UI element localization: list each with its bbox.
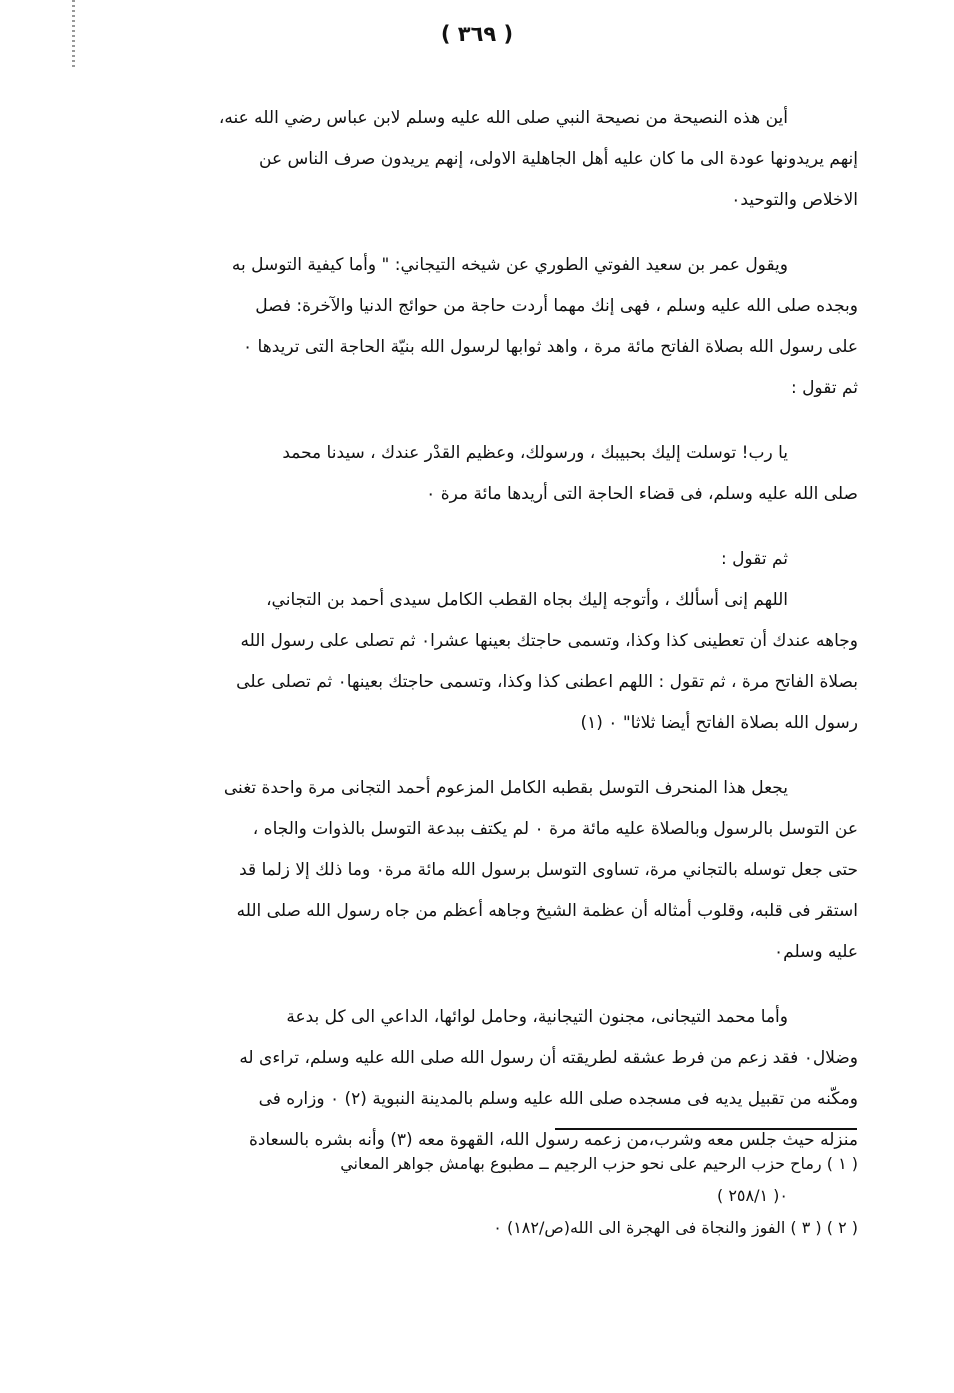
text-line: صلى الله عليه وسلم، فى قضاء الحاجة التى أريدها مائة مرة ٠ xyxy=(426,484,858,504)
paragraph-5 xyxy=(190,580,858,744)
text-line: على رسول الله بصلاة الفاتح مائة مرة ، واهد ثوابها لرسول الله بنيّة الحاجة التى تريدها ٠ xyxy=(243,337,858,357)
paragraph-3 xyxy=(190,433,858,515)
text-line: وأما محمد التيجانى، مجنون التيجانية، وحامل لوائها، الداعي الى كل بدعة xyxy=(286,1007,788,1027)
text-line: عن التوسل بالرسول وبالصلاة عليه مائة مرة ٠ لم يكتف ببدعة التوسل بالذوات والجاه ، xyxy=(252,819,858,839)
paragraph-7 xyxy=(190,997,858,1161)
text-line: الاخلاص والتوحيد٠ xyxy=(731,190,858,210)
text-line: وجاهه عندك أن تعطينى كذا وكذا، وتسمى حاجتك بعينها عشرا٠ ثم تصلى على رسول الله xyxy=(240,631,858,651)
text-line: وضلال٠ فقد زعم من فرط عشقه لطريقته أن رسول الله صلى الله عليه وسلم، تراءى له xyxy=(239,1048,858,1068)
text-line: يجعل هذا المنحرف التوسل بقطبه الكامل المزعوم أحمد التجانى مرة واحدة تغنى xyxy=(223,778,788,798)
text-line: بصلاة الفاتح مرة ، ثم تقول : اللهم اعطنى كذا وكذا، وتسمى حاجتك بعينها٠ ثم تصلى على xyxy=(236,672,858,692)
text-line: اللهم إنى أسألك ، وأتوجه إليك بجاه القطب الكامل سيدى أحمد بن التجاني، xyxy=(266,590,788,610)
text-line: ويقول عمر بن سعيد الفوتي الطوري عن شيخه التيجاني: " وأما كيفية التوسل به xyxy=(231,255,788,275)
text-line: ثم تقول : xyxy=(790,378,858,398)
footnote-separator xyxy=(555,1128,857,1130)
page-body xyxy=(190,98,858,1185)
paragraph-4 xyxy=(190,539,858,580)
text-line: استقر فى قلبه، وقلوب أمثاله أن عظمة الشيخ وجاهه أعظم من جاه رسول الله صلى الله xyxy=(236,901,858,921)
footnotes xyxy=(210,1148,858,1244)
text-line: أين هذه النصيحة من نصيحة النبي صلى الله عليه وسلم لابن عباس رضي الله عنه، xyxy=(218,108,788,128)
paragraph-6 xyxy=(190,768,858,973)
text-line: ومكّنه من تقبيل يديه فى مسجده صلى الله عليه وسلم بالمدينة النبوية (٢) ٠ وزاره فى xyxy=(258,1089,858,1109)
paragraph-2 xyxy=(190,245,858,409)
text-line: يا رب! توسلت إليك بحبيبك ، ورسولك، وعظيم القدْر عندك ، سيدنا محمد xyxy=(282,443,788,463)
text-line: إنهم يريدونها عودة الى ما كان عليه أهل الجاهلية الاولى، إنهم يريدون صرف الناس عن xyxy=(259,149,858,169)
text-line: حتى جعل توسله بالتجاني مرة، تساوى التوسل برسول الله مائة مرة٠ وما ذلك إلا زلما قد xyxy=(239,860,858,880)
footnote-1-continuation: ٠( ٢٥٨/١ ) xyxy=(716,1186,788,1205)
page-number: ( ٣٦٩ ) xyxy=(440,22,514,46)
text-line: رسول الله بصلاة الفاتح أيضا ثلاثا" ٠ (١) xyxy=(580,713,858,733)
footnote-1: ( ١ ) رماح حزب الرحيم على نحو حزب الرجيم ــ مطبوع بهامش جواهر المعاني xyxy=(340,1154,858,1173)
text-line: ثم تقول : xyxy=(720,549,788,569)
text-line: منزله حيث جلس معه وشرب،من زعمه رسول الله، القهوة معه (٣) وأنه بشره بالسعادة xyxy=(248,1130,858,1150)
paragraph-1 xyxy=(190,98,858,221)
footnote-2-3: ( ٢ ) ( ٣ ) الفوز والنجاة فى الهجرة الى الله(ص/١٨٢) ٠ xyxy=(493,1218,858,1237)
text-line: عليه وسلم٠ xyxy=(774,942,858,962)
text-line: وبجده صلى الله عليه وسلم ، فهى إنك مهما أردت حاجة من حوائج الدنيا والآخرة: فصل xyxy=(255,296,858,316)
